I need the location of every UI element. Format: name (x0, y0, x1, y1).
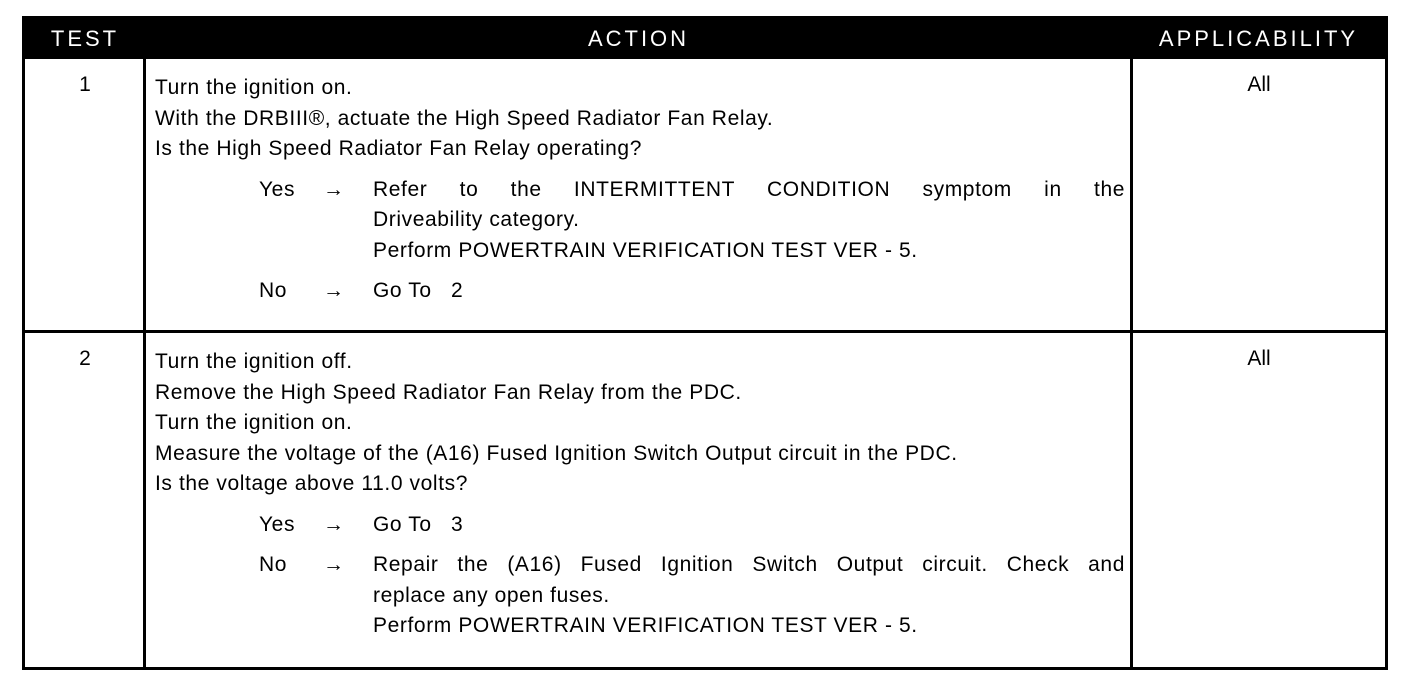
answer-no (155, 550, 1125, 642)
action-step: Turn the ignition on. (155, 411, 353, 434)
answer-line: Perform POWERTRAIN VERIFICATION TEST VER - 5. (373, 614, 918, 637)
action-step: Is the High Speed Radiator Fan Relay operating? (155, 137, 642, 160)
answer-text (373, 550, 1125, 642)
answer-label: Yes (259, 512, 296, 536)
answer-line: Go To 3 (373, 512, 464, 536)
answer-line: Refer to the INTERMITTENT CONDITION symptom in the (373, 177, 1125, 201)
answer-text (373, 276, 1125, 307)
answer-line: replace any open fuses. (373, 583, 610, 607)
answer-no (155, 276, 1125, 307)
action-cell (155, 347, 1125, 642)
arrow-right-icon: → (323, 177, 345, 201)
diagnostic-test-table (22, 16, 1388, 670)
answer-label: No (259, 279, 288, 302)
answer-label: No (259, 553, 288, 576)
test-number: 2 (79, 347, 91, 370)
answer-line: Driveability category. (373, 208, 580, 231)
action-step: Remove the High Speed Radiator Fan Relay from the PDC. (155, 380, 742, 404)
action-cell (155, 73, 1125, 307)
answer-label: Yes (259, 177, 296, 201)
action-step: With the DRBIII®, actuate the High Speed Radiator Fan Relay. (155, 106, 774, 130)
table-header (25, 19, 1385, 59)
action-step: Is the voltage above 11.0 volts? (155, 472, 469, 495)
header-applicability: APPLICABILITY (1158, 26, 1359, 51)
action-step: Turn the ignition on. (155, 76, 353, 99)
test-number: 1 (79, 73, 91, 96)
header-test: TEST (50, 26, 120, 51)
applicability-value: All (1247, 73, 1271, 96)
answer-text (373, 510, 1125, 541)
action-step: Turn the ignition off. (155, 350, 353, 373)
answer-line: Perform POWERTRAIN VERIFICATION TEST VER - 5. (373, 238, 918, 262)
arrow-right-icon: → (323, 279, 345, 302)
answer-yes (155, 510, 1125, 541)
arrow-right-icon: → (323, 553, 345, 576)
applicability-value: All (1247, 347, 1271, 370)
header-action: ACTION (587, 26, 690, 51)
table-row (25, 333, 1385, 667)
arrow-right-icon: → (323, 512, 345, 536)
answer-yes (155, 175, 1125, 267)
answer-line: Repair the (A16) Fused Ignition Switch Output circuit. Check and (373, 553, 1125, 576)
answer-line: Go To 2 (373, 279, 464, 302)
action-step: Measure the voltage of the (A16) Fused Ignition Switch Output circuit in the PDC. (155, 441, 958, 465)
table-row (25, 59, 1385, 330)
answer-text (373, 175, 1125, 267)
